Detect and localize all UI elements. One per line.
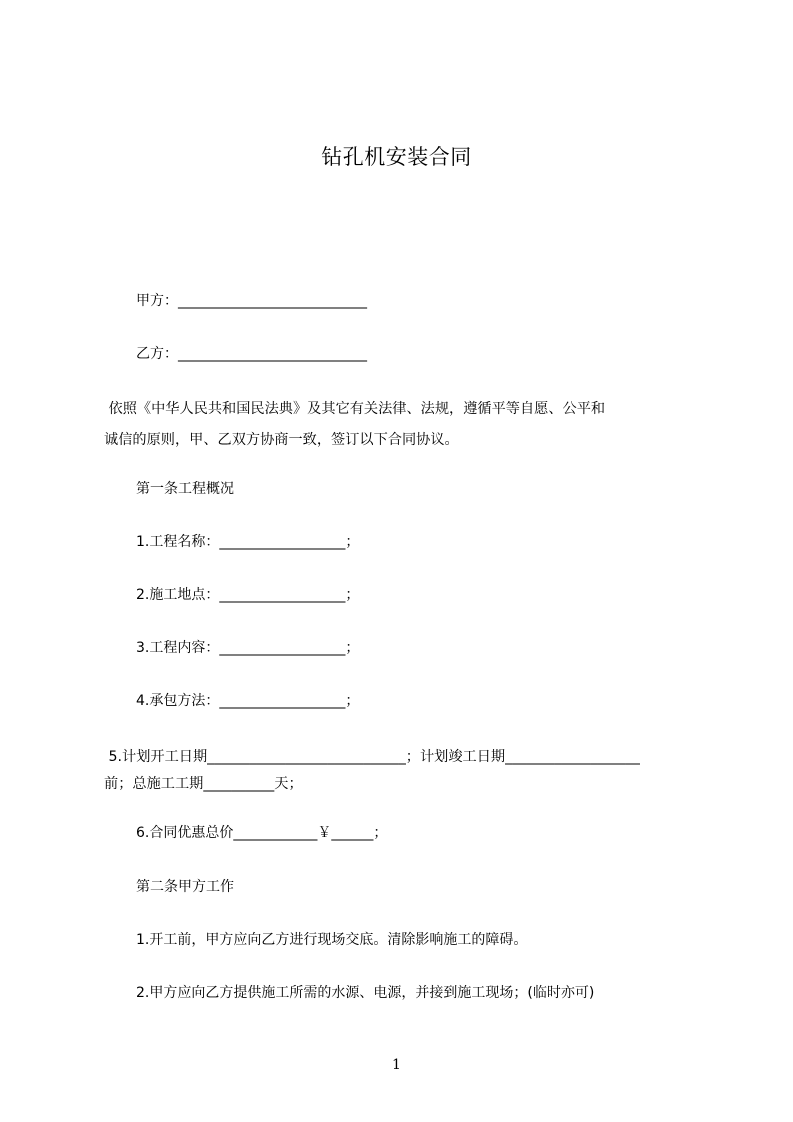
article-1-heading: 第一条工程概况 [136,481,234,497]
item-contract-method: 4.承包方法：__________________； [136,693,360,709]
intro-paragraph-line-1: 依照《中华人民共和国民法典》及其它有关法律、法规，遵循平等自愿、公平和 [104,401,606,417]
intro-paragraph-line-2: 诚信的原则，甲、乙双方协商一致，签订以下合同协议。 [104,432,459,448]
item-total-price: 6.合同优惠总价____________￥______； [136,825,388,841]
party-b-line: 乙方：___________________________ [136,346,367,362]
item-construction-site: 2.施工地点：__________________； [136,587,360,603]
item-project-content: 3.工程内容：__________________； [136,640,360,656]
article-2-item-1: 1.开工前，甲方应向乙方进行现场交底。清除影响施工的障碍。 [136,932,528,948]
item-project-name: 1.工程名称：__________________； [136,534,360,550]
party-a-line: 甲方：___________________________ [136,293,367,309]
article-2-item-2: 2.甲方应向乙方提供施工所需的水源、电源，并接到施工现场；(临时亦可) [136,985,595,1001]
page-number: 1 [392,1057,401,1073]
item-schedule-line-2: 前；总施工工期__________天； [104,776,303,792]
article-2-heading: 第二条甲方工作 [136,879,234,895]
document-title: 钻孔机安装合同 [321,145,472,169]
item-schedule-line-1: 5.计划开工日期____________________________；计划竣工日期___________________ [104,749,640,765]
